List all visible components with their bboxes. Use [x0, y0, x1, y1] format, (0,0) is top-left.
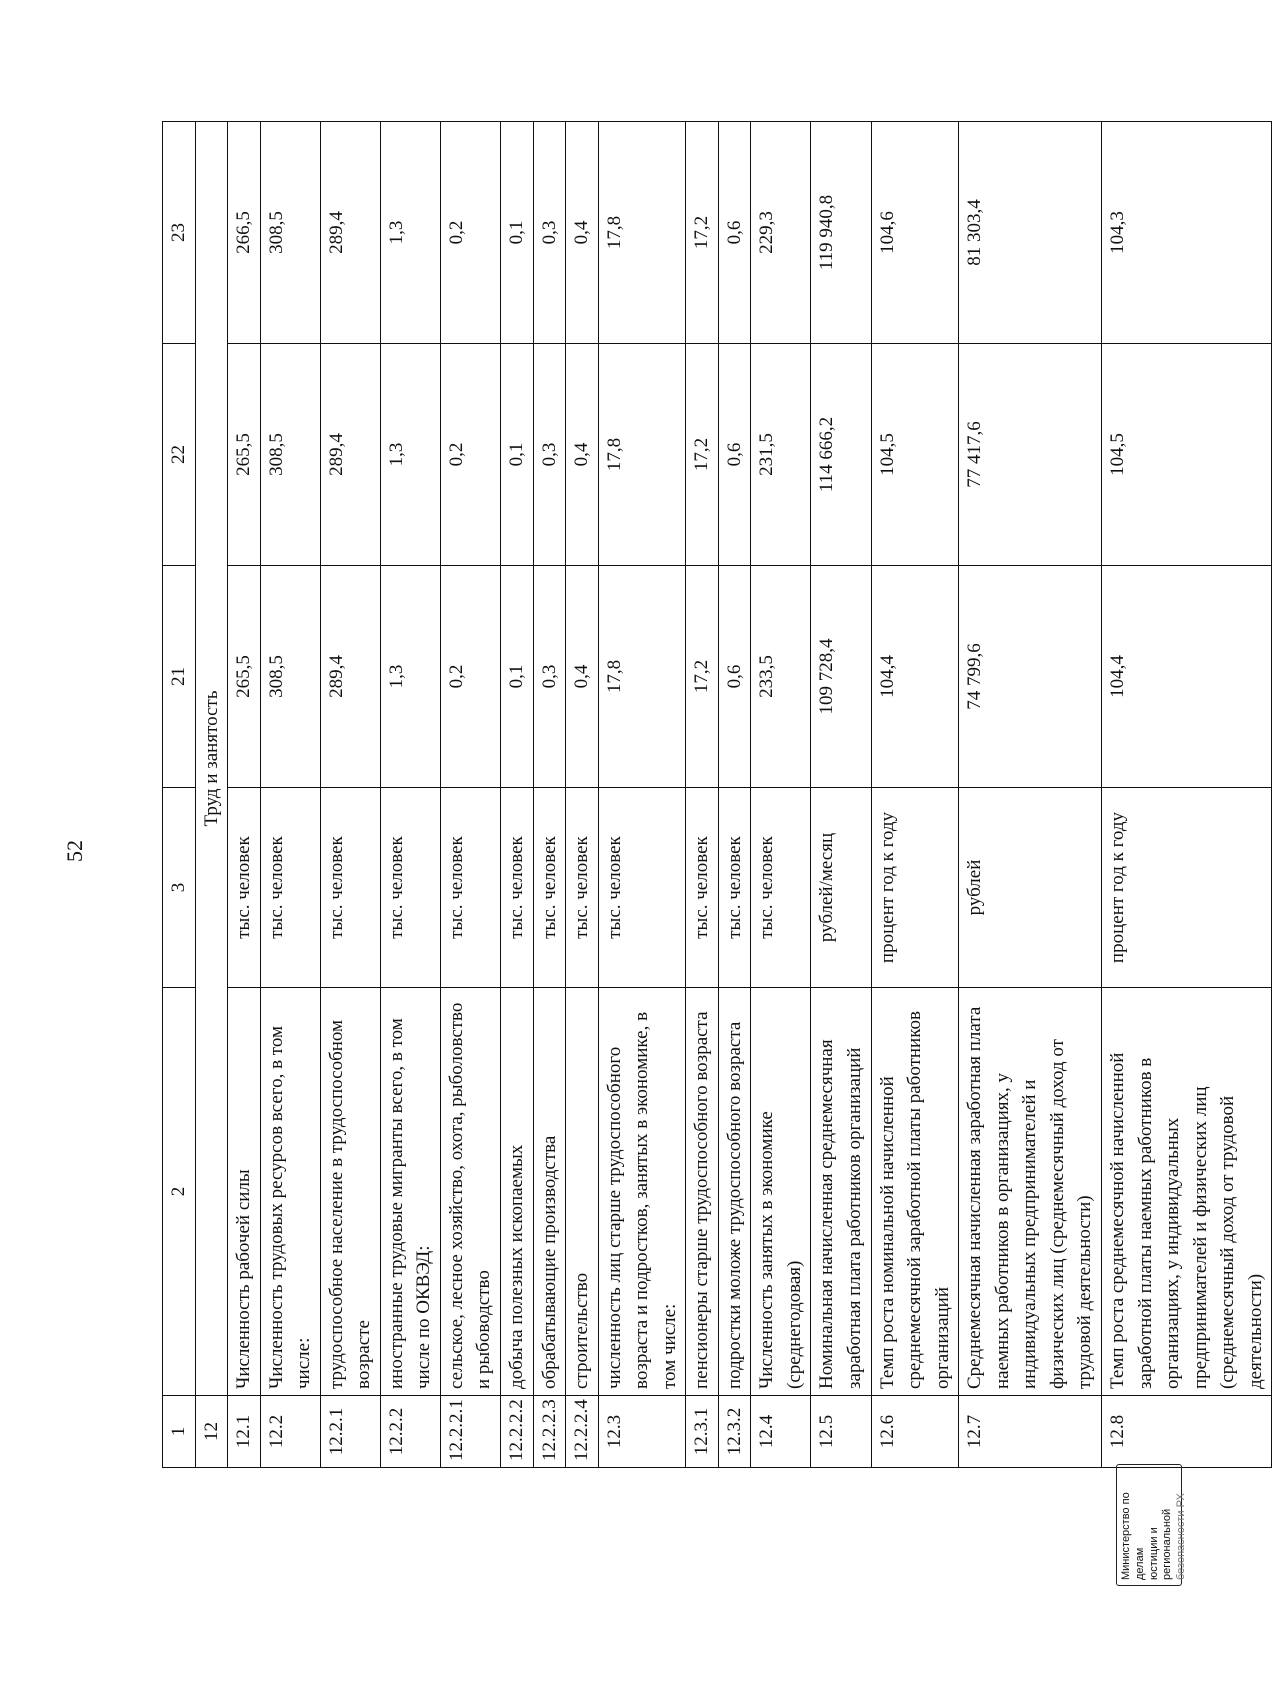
row-number: 12.2.2.1 — [440, 1396, 500, 1468]
unit-cell: тыс. человек — [501, 788, 534, 988]
value-col-21: 0,3 — [533, 566, 566, 788]
unit-cell: тыс. человек — [598, 788, 686, 988]
unit-cell: тыс. человек — [440, 788, 500, 988]
table-row — [751, 122, 811, 1468]
row-number: 12.6 — [871, 1396, 959, 1468]
table-row — [380, 122, 440, 1468]
unit-cell: процент год к году — [871, 788, 959, 988]
row-number: 12.2 — [260, 1396, 320, 1468]
value-col-22: 0,1 — [501, 344, 534, 566]
row-number: 12.2.2 — [380, 1396, 440, 1468]
section-title: Труд и занятость — [195, 122, 228, 1396]
indicator-name: численность лиц старше трудоспособного возраста и подростков, занятых в экономике, в том числе: — [598, 988, 686, 1396]
table-row — [440, 122, 500, 1468]
table-row — [1101, 122, 1271, 1468]
value-col-22: 289,4 — [320, 344, 380, 566]
indicator-name: добыча полезных ископаемых — [501, 988, 534, 1396]
indicator-name: строительство — [566, 988, 599, 1396]
table-row — [260, 122, 320, 1468]
value-col-23: 17,2 — [686, 122, 719, 344]
table-row — [228, 122, 261, 1468]
column-header: 22 — [163, 344, 196, 566]
unit-cell: тыс. человек — [228, 788, 261, 988]
value-col-22: 265,5 — [228, 344, 261, 566]
value-col-23: 104,6 — [871, 122, 959, 344]
value-col-23: 0,4 — [566, 122, 599, 344]
row-number: 12.2.1 — [320, 1396, 380, 1468]
value-col-21: 17,2 — [686, 566, 719, 788]
indicator-name: подростки моложе трудоспособного возраста — [718, 988, 751, 1396]
column-header: 1 — [163, 1396, 196, 1468]
value-col-23: 1,3 — [380, 122, 440, 344]
table-row — [501, 122, 534, 1468]
value-col-21: 0,4 — [566, 566, 599, 788]
indicator-name: трудоспособное население в трудоспособном возрасте — [320, 988, 380, 1396]
stamp-line: юстиции и региональной — [1147, 1508, 1174, 1580]
row-number: 12.3 — [598, 1396, 686, 1468]
unit-cell: рублей — [959, 788, 1102, 988]
value-col-21: 233,5 — [751, 566, 811, 788]
column-header: 23 — [163, 122, 196, 344]
table-row — [959, 122, 1102, 1468]
value-col-23: 0,6 — [718, 122, 751, 344]
table-row — [718, 122, 751, 1468]
row-number: 12.7 — [959, 1396, 1102, 1468]
value-col-22: 0,4 — [566, 344, 599, 566]
section-row — [195, 122, 228, 1468]
row-number: 12.2.2.2 — [501, 1396, 534, 1468]
value-col-22: 77 417,6 — [959, 344, 1102, 566]
stamp-line: безопасности РХ — [1175, 1493, 1187, 1580]
value-col-23: 0,1 — [501, 122, 534, 344]
value-col-21: 1,3 — [380, 566, 440, 788]
indicator-name: Номинальная начисленная среднемесячная заработная плата работников организаций — [811, 988, 871, 1396]
value-col-21: 0,1 — [501, 566, 534, 788]
row-number: 12.1 — [228, 1396, 261, 1468]
value-col-23: 0,2 — [440, 122, 500, 344]
value-col-21: 104,4 — [1101, 566, 1271, 788]
value-col-23: 289,4 — [320, 122, 380, 344]
value-col-22: 308,5 — [260, 344, 320, 566]
indicator-name: обрабатывающие производства — [533, 988, 566, 1396]
value-col-23: 308,5 — [260, 122, 320, 344]
value-col-21: 104,4 — [871, 566, 959, 788]
value-col-23: 229,3 — [751, 122, 811, 344]
table-row — [566, 122, 599, 1468]
labor-employment-table — [162, 121, 1272, 1468]
table-row — [320, 122, 380, 1468]
section-number: 12 — [195, 1396, 228, 1468]
value-col-22: 1,3 — [380, 344, 440, 566]
value-col-21: 308,5 — [260, 566, 320, 788]
ministry-stamp — [1116, 1464, 1187, 1586]
row-number: 12.5 — [811, 1396, 871, 1468]
row-number: 12.2.2.3 — [533, 1396, 566, 1468]
value-col-21: 109 728,4 — [811, 566, 871, 788]
unit-cell: тыс. человек — [566, 788, 599, 988]
row-number: 12.8 — [1101, 1396, 1271, 1468]
table-row — [811, 122, 871, 1468]
value-col-23: 119 940,8 — [811, 122, 871, 344]
value-col-22: 104,5 — [1101, 344, 1271, 566]
rotated-table-container — [162, 122, 1266, 1468]
value-col-21: 17,8 — [598, 566, 686, 788]
row-number: 12.2.2.4 — [566, 1396, 599, 1468]
row-number: 12.4 — [751, 1396, 811, 1468]
unit-cell: тыс. человек — [686, 788, 719, 988]
indicator-name: сельское, лесное хозяйство, охота, рыболовство и рыбоводство — [440, 988, 500, 1396]
column-header: 3 — [163, 788, 196, 988]
value-col-23: 266,5 — [228, 122, 261, 344]
value-col-22: 17,2 — [686, 344, 719, 566]
table-row — [533, 122, 566, 1468]
indicator-name: Численность занятых в экономике (среднегодовая) — [751, 988, 811, 1396]
value-col-22: 231,5 — [751, 344, 811, 566]
indicator-name: иностранные трудовые мигранты всего, в том числе по ОКВЭД: — [380, 988, 440, 1396]
indicator-name: пенсионеры старше трудоспособного возраста — [686, 988, 719, 1396]
unit-cell: тыс. человек — [380, 788, 440, 988]
value-col-23: 104,3 — [1101, 122, 1271, 344]
indicator-name: Темп роста среднемесячной начисленной заработной платы наемных работников в организациях, у индивидуальных предпринимателей и физических лиц (среднемесячный доход от трудовой деятельности) — [1101, 988, 1271, 1396]
unit-cell: тыс. человек — [320, 788, 380, 988]
value-col-22: 104,5 — [871, 344, 959, 566]
indicator-name: Темп роста номинальной начисленной среднемесячной заработной платы работников организаций — [871, 988, 959, 1396]
column-header-row — [163, 122, 196, 1468]
indicator-name: Численность трудовых ресурсов всего, в том числе: — [260, 988, 320, 1396]
value-col-23: 17,8 — [598, 122, 686, 344]
value-col-21: 265,5 — [228, 566, 261, 788]
unit-cell: тыс. человек — [260, 788, 320, 988]
value-col-23: 0,3 — [533, 122, 566, 344]
value-col-22: 114 666,2 — [811, 344, 871, 566]
value-col-21: 0,2 — [440, 566, 500, 788]
page-number: 52 — [62, 840, 87, 862]
table-row — [871, 122, 959, 1468]
value-col-22: 17,8 — [598, 344, 686, 566]
value-col-22: 0,6 — [718, 344, 751, 566]
indicator-name: Численность рабочей силы — [228, 988, 261, 1396]
column-header: 21 — [163, 566, 196, 788]
stamp-line: Министерство по делам — [1120, 1492, 1146, 1580]
value-col-21: 74 799,6 — [959, 566, 1102, 788]
unit-cell: рублей/месяц — [811, 788, 871, 988]
value-col-23: 81 303,4 — [959, 122, 1102, 344]
table-row — [598, 122, 686, 1468]
value-col-22: 0,2 — [440, 344, 500, 566]
unit-cell: тыс. человек — [718, 788, 751, 988]
table-row — [686, 122, 719, 1468]
row-number: 12.3.1 — [686, 1396, 719, 1468]
value-col-21: 289,4 — [320, 566, 380, 788]
indicator-name: Среднемесячная начисленная заработная плата наемных работников в организациях, у индивидуальных предпринимателей и физических лиц (среднемесячный доход от трудовой деятельности) — [959, 988, 1102, 1396]
value-col-21: 0,6 — [718, 566, 751, 788]
row-number: 12.3.2 — [718, 1396, 751, 1468]
value-col-22: 0,3 — [533, 344, 566, 566]
unit-cell: тыс. человек — [751, 788, 811, 988]
unit-cell: процент год к году — [1101, 788, 1271, 988]
unit-cell: тыс. человек — [533, 788, 566, 988]
column-header: 2 — [163, 988, 196, 1396]
